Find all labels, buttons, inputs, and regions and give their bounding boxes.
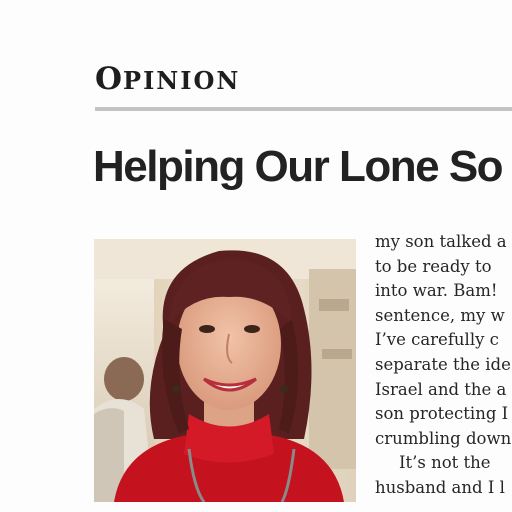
- section-label: [95, 61, 241, 97]
- section-divider: [95, 107, 512, 111]
- body-line: into war. Bam!: [375, 281, 498, 301]
- body-line: son protecting I: [375, 404, 509, 424]
- article-body-column: [375, 230, 512, 501]
- body-line: I’ve carefully c: [375, 330, 499, 350]
- body-line: to be ready to: [375, 256, 492, 276]
- section-label-rest: PINION: [123, 66, 241, 95]
- body-line: It’s not the: [399, 453, 491, 473]
- article-headline: Helping Our Lone So: [93, 142, 503, 191]
- body-line: crumbling down: [375, 428, 512, 448]
- body-line: Israel and the a: [375, 379, 507, 399]
- section-label-initial: O: [95, 61, 124, 97]
- author-photo: [94, 239, 356, 502]
- body-line: my son talked a: [375, 232, 507, 251]
- body-line: husband and I l: [375, 477, 505, 497]
- body-line: sentence, my w: [375, 305, 505, 325]
- body-line: separate the ide: [375, 354, 511, 374]
